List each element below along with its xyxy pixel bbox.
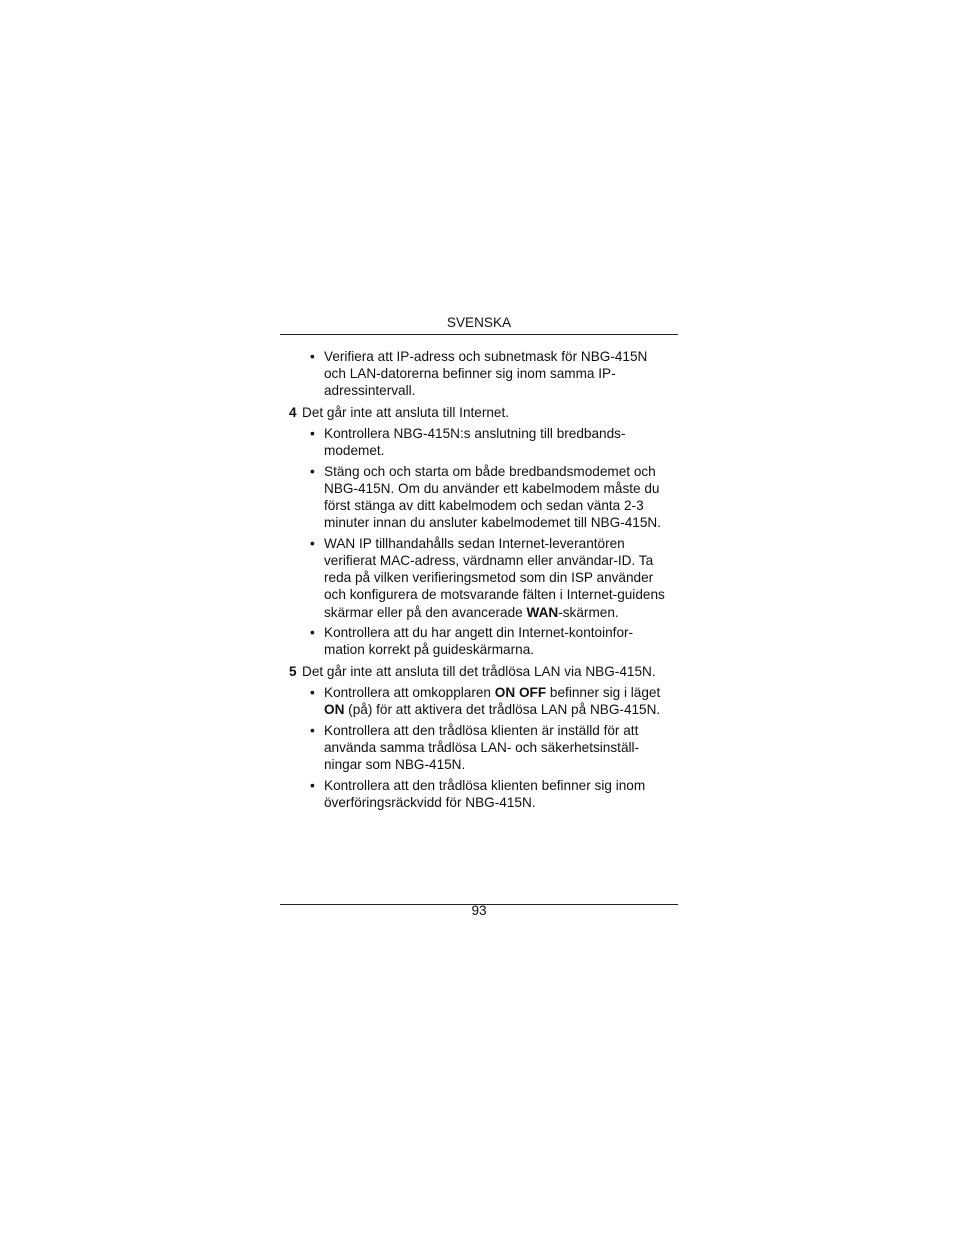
bullet-text: Kontrollera att omkopplaren xyxy=(324,684,495,700)
bullet-item: • Kontrollera NBG-415N:s anslutning till bredbands-modemet. xyxy=(280,425,670,459)
bullet-text: -skärmen. xyxy=(558,604,619,620)
step-4 xyxy=(280,404,672,421)
page-header xyxy=(280,314,678,331)
step-text: Det går inte att ansluta till det trådlösa LAN via NBG-415N. xyxy=(302,663,656,679)
bullet-item xyxy=(280,535,670,621)
header-rule xyxy=(280,334,678,335)
manual-page xyxy=(280,0,678,1235)
bullet-bold-text: WAN xyxy=(526,604,559,620)
bullet-text: WAN IP tillhandahålls sedan Internet-leverantören verifierat MAC-adress, värdnamn eller användar-ID. Ta reda på vilken verifieringsmetod som din ISP använder och konfigurera de motsvarande fälten i Internet-guidens skärmar eller på den avancerade xyxy=(324,535,665,620)
step-text: Det går inte att ansluta till Internet. xyxy=(302,404,510,420)
step-number: 5 xyxy=(289,663,297,679)
bullet-item: • Verifiera att IP-adress och subnetmask för NBG-415N och LAN-datorerna befinner sig inom samma IP-adressintervall. xyxy=(280,348,670,400)
bullet-bold-text: ON OFF xyxy=(494,684,547,700)
bullet-item: • Stäng och och starta om både bredbandsmodemet och NBG-415N. Om du använder ett kabelmodem måste du först stänga av ditt kabelmodem och sedan vänta 2-3 minuter innan du ansluter kabelmodemet till NBG-415N. xyxy=(280,463,670,532)
bullet-bold-text: ON xyxy=(324,702,345,718)
page-content xyxy=(280,348,678,815)
step-5-bullet-list xyxy=(280,684,678,811)
step-5 xyxy=(280,663,672,680)
bullet-item: • Kontrollera att du har angett din Internet-kontoinfor-mation korrekt på guideskärmarna. xyxy=(280,624,670,658)
bullet-item: • Kontrollera att den trådlösa klienten är inställd för att använda samma trådlösa LAN- och säkerhetsinställ-ningar som NBG-415N. xyxy=(280,722,670,774)
language-label: SVENSKA xyxy=(446,315,512,330)
step-4-bullet-list xyxy=(280,425,678,659)
bullet-item: • Kontrollera att den trådlösa klienten befinner sig inom överföringsräckvidd för NBG-415N. xyxy=(280,777,670,811)
intro-bullet-list xyxy=(280,348,678,400)
bullet-text: befinner sig i läget xyxy=(546,684,661,700)
page-number: 93 xyxy=(471,903,487,918)
step-number: 4 xyxy=(289,404,297,420)
bullet-item xyxy=(280,684,670,718)
bullet-text: (på) för att aktivera det trådlösa LAN på NBG-415N. xyxy=(344,702,661,718)
